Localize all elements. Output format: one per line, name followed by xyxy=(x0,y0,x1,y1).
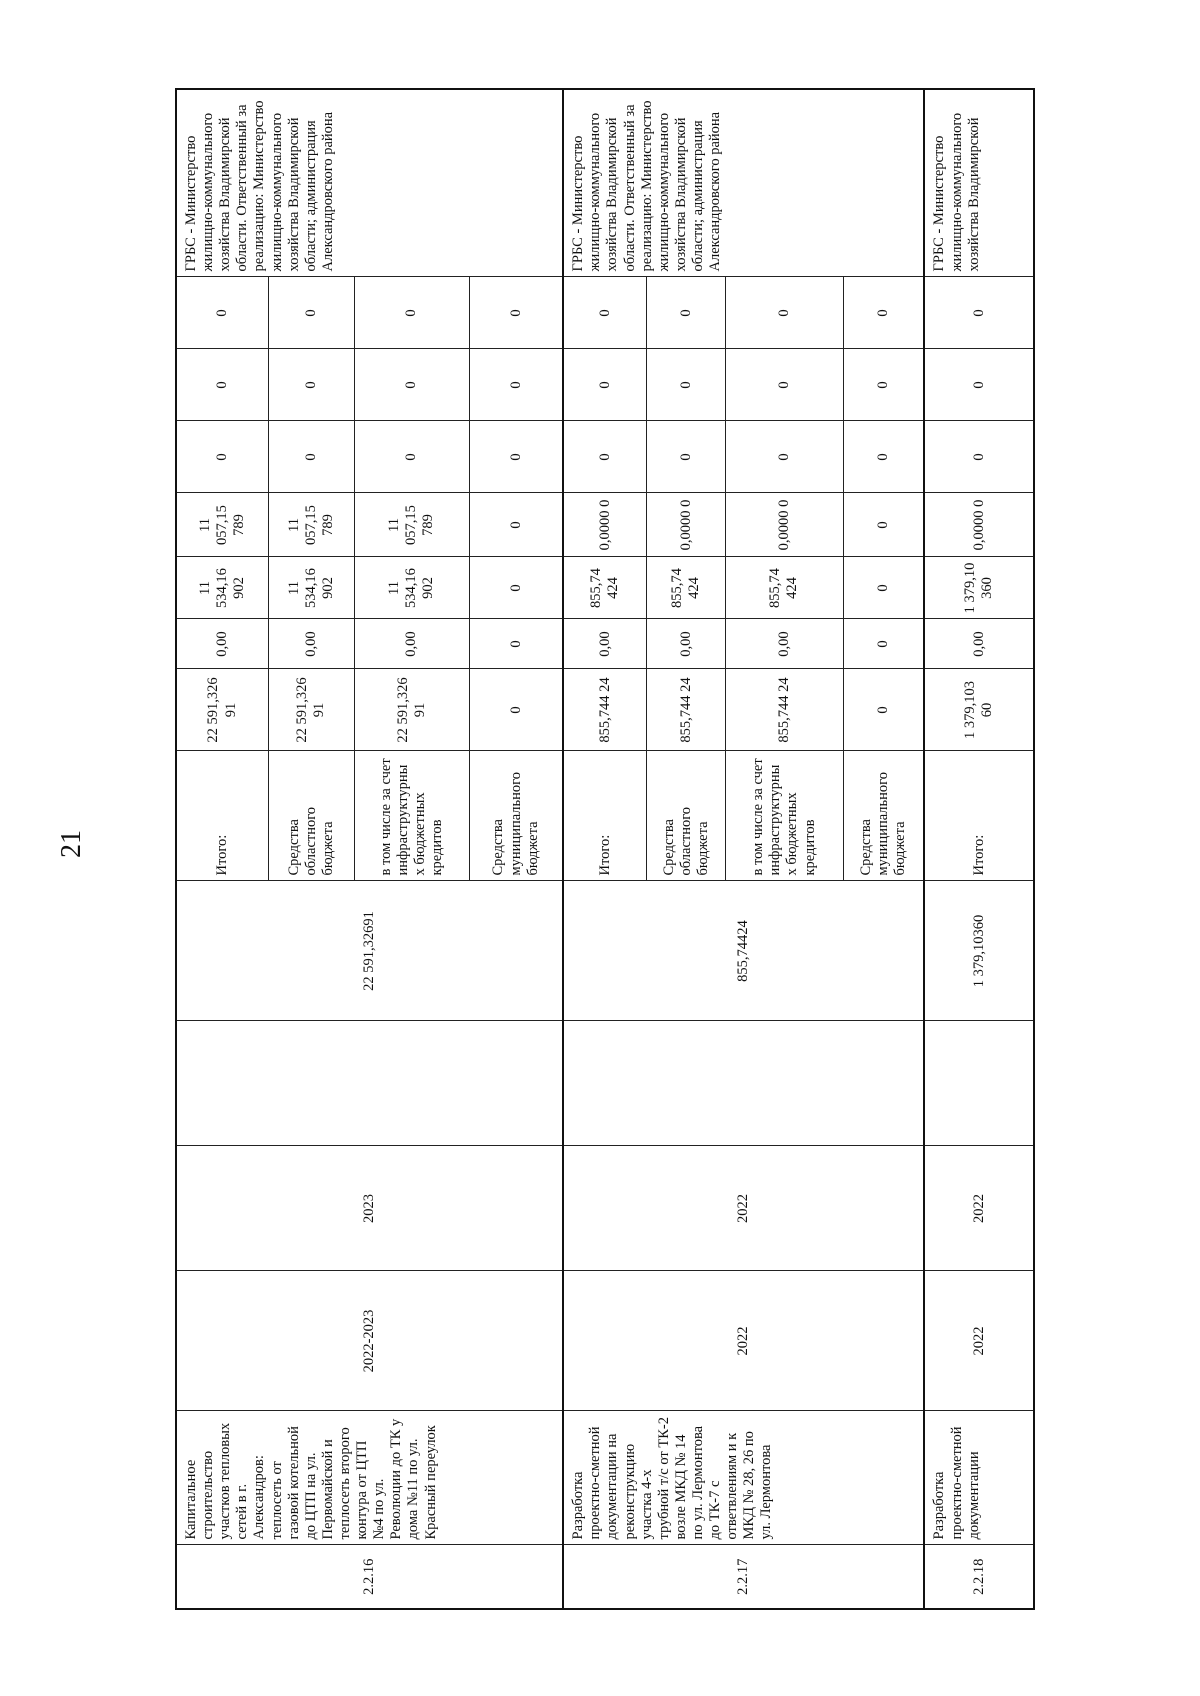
item-code: 2.2.18 xyxy=(924,1545,1034,1609)
budget-table xyxy=(175,88,1035,1610)
value-cell: 0 xyxy=(563,277,647,349)
value-cell: 0 xyxy=(843,493,924,557)
grbs-text: ГРБС - Министерство жилищно-коммунального хозяйства Владимирской xyxy=(924,89,1034,277)
value-cell: 0 xyxy=(470,669,564,751)
funding-source: Итого: xyxy=(924,751,1034,881)
item-period: 2022 xyxy=(563,1271,924,1411)
value-cell: 0 xyxy=(269,349,355,421)
funding-source: Средства областного бюджета xyxy=(269,751,355,881)
value-cell: 855,74 424 xyxy=(647,557,726,619)
value-cell: 11 534,16 902 xyxy=(269,557,355,619)
funding-source: Итого: xyxy=(563,751,647,881)
funding-source: Средства областного бюджета xyxy=(647,751,726,881)
value-cell: 0 xyxy=(843,619,924,669)
value-cell: 0 xyxy=(176,277,269,349)
table-row xyxy=(176,89,269,1609)
item-year: 2023 xyxy=(176,1146,563,1271)
value-cell: 0,00 xyxy=(176,619,269,669)
item-code: 2.2.17 xyxy=(563,1545,924,1609)
value-cell: 0 xyxy=(843,557,924,619)
value-cell: 11 057,15 789 xyxy=(176,493,269,557)
value-cell: 1 379,103 60 xyxy=(924,669,1034,751)
item-col5 xyxy=(924,1021,1034,1146)
item-name: Разработка проектно-сметной документации xyxy=(924,1411,1034,1545)
funding-source: Средства муниципального бюджета xyxy=(843,751,924,881)
value-cell: 0 xyxy=(924,421,1034,493)
value-cell: 0,0000 0 xyxy=(647,493,726,557)
value-cell: 22 591,326 91 xyxy=(176,669,269,751)
value-cell: 855,744 24 xyxy=(726,669,843,751)
value-cell: 855,744 24 xyxy=(647,669,726,751)
value-cell: 0 xyxy=(726,421,843,493)
value-cell: 0,00 xyxy=(563,619,647,669)
value-cell: 11 534,16 902 xyxy=(176,557,269,619)
value-cell: 0 xyxy=(470,277,564,349)
value-cell: 0 xyxy=(726,349,843,421)
value-cell: 0 xyxy=(354,421,469,493)
value-cell: 0 xyxy=(354,349,469,421)
item-col5 xyxy=(563,1021,924,1146)
value-cell: 0,0000 0 xyxy=(563,493,647,557)
value-cell: 855,744 24 xyxy=(563,669,647,751)
rotated-table-frame xyxy=(175,90,1035,1610)
grbs-text: ГРБС - Министерство жилищно-коммунального хозяйства Владимирской области. Ответственный за реализацию: Министерство жилищно-коммунального хозяйства Владимирской области; администрация Александровского района xyxy=(563,89,924,277)
item-total: 855,74424 xyxy=(563,881,924,1021)
item-year: 2022 xyxy=(924,1146,1034,1271)
value-cell: 0 xyxy=(470,557,564,619)
value-cell: 0 xyxy=(470,349,564,421)
item-total: 1 379,10360 xyxy=(924,881,1034,1021)
value-cell: 0 xyxy=(924,277,1034,349)
value-cell: 22 591,326 91 xyxy=(354,669,469,751)
value-cell: 0,00 xyxy=(924,619,1034,669)
value-cell: 855,74 424 xyxy=(726,557,843,619)
value-cell: 0,0000 0 xyxy=(726,493,843,557)
value-cell: 0 xyxy=(726,277,843,349)
value-cell: 0 xyxy=(843,669,924,751)
value-cell: 0 xyxy=(269,421,355,493)
value-cell: 0 xyxy=(470,619,564,669)
item-code: 2.2.16 xyxy=(176,1545,563,1609)
value-cell: 0 xyxy=(470,421,564,493)
value-cell: 0 xyxy=(647,277,726,349)
funding-source: в том числе за счет инфраструктурны х бюджетных кредитов xyxy=(726,751,843,881)
value-cell: 11 057,15 789 xyxy=(269,493,355,557)
item-year: 2022 xyxy=(563,1146,924,1271)
value-cell: 1 379,10 360 xyxy=(924,557,1034,619)
value-cell: 0,00 xyxy=(647,619,726,669)
item-total: 22 591,32691 xyxy=(176,881,563,1021)
value-cell: 0 xyxy=(176,421,269,493)
value-cell: 0,00 xyxy=(354,619,469,669)
value-cell: 0 xyxy=(354,277,469,349)
item-period: 2022-2023 xyxy=(176,1271,563,1411)
value-cell: 0 xyxy=(269,277,355,349)
funding-source: в том числе за счет инфраструктурны х бюджетных кредитов xyxy=(354,751,469,881)
value-cell: 0 xyxy=(843,349,924,421)
funding-source: Итого: xyxy=(176,751,269,881)
value-cell: 0 xyxy=(563,421,647,493)
item-name: Разработка проектно-сметной документации на реконструкцию участка 4-х трубной т/с от ТК-2 возле МКД № 14 по ул. Лермонтова до ТК-7 с ответвлениям и к МКД № 28, 26 по ул. Лермонтова xyxy=(563,1411,924,1545)
value-cell: 0 xyxy=(843,277,924,349)
value-cell: 0,00 xyxy=(269,619,355,669)
table-row xyxy=(563,89,647,1609)
item-col5 xyxy=(176,1021,563,1146)
value-cell: 855,74 424 xyxy=(563,557,647,619)
value-cell: 0 xyxy=(647,349,726,421)
value-cell: 0,0000 0 xyxy=(924,493,1034,557)
value-cell: 0 xyxy=(647,421,726,493)
value-cell: 0 xyxy=(563,349,647,421)
item-period: 2022 xyxy=(924,1271,1034,1411)
value-cell: 0 xyxy=(843,421,924,493)
funding-source: Средства муниципального бюджета xyxy=(470,751,564,881)
page-number: 21 xyxy=(56,830,87,858)
value-cell: 0 xyxy=(176,349,269,421)
value-cell: 0 xyxy=(470,493,564,557)
value-cell: 22 591,326 91 xyxy=(269,669,355,751)
grbs-text: ГРБС - Министерство жилищно-коммунального хозяйства Владимирской области. Ответственный за реализацию: Министерство жилищно-коммунального хозяйства Владимирской области; администрация Александровского района xyxy=(176,89,563,277)
value-cell: 0,00 xyxy=(726,619,843,669)
item-name: Капитальное строительство участков тепловых сетей в г. Александров: теплосеть от газовой котельной до ЦТП на ул. Первомайской и теплосеть второго контура от ЦТП №4 по ул. Революции до ТК у дома №11 по ул. Красный переулок xyxy=(176,1411,563,1545)
value-cell: 0 xyxy=(924,349,1034,421)
table-row xyxy=(924,89,1034,1609)
value-cell: 11 534,16 902 xyxy=(354,557,469,619)
value-cell: 11 057,15 789 xyxy=(354,493,469,557)
